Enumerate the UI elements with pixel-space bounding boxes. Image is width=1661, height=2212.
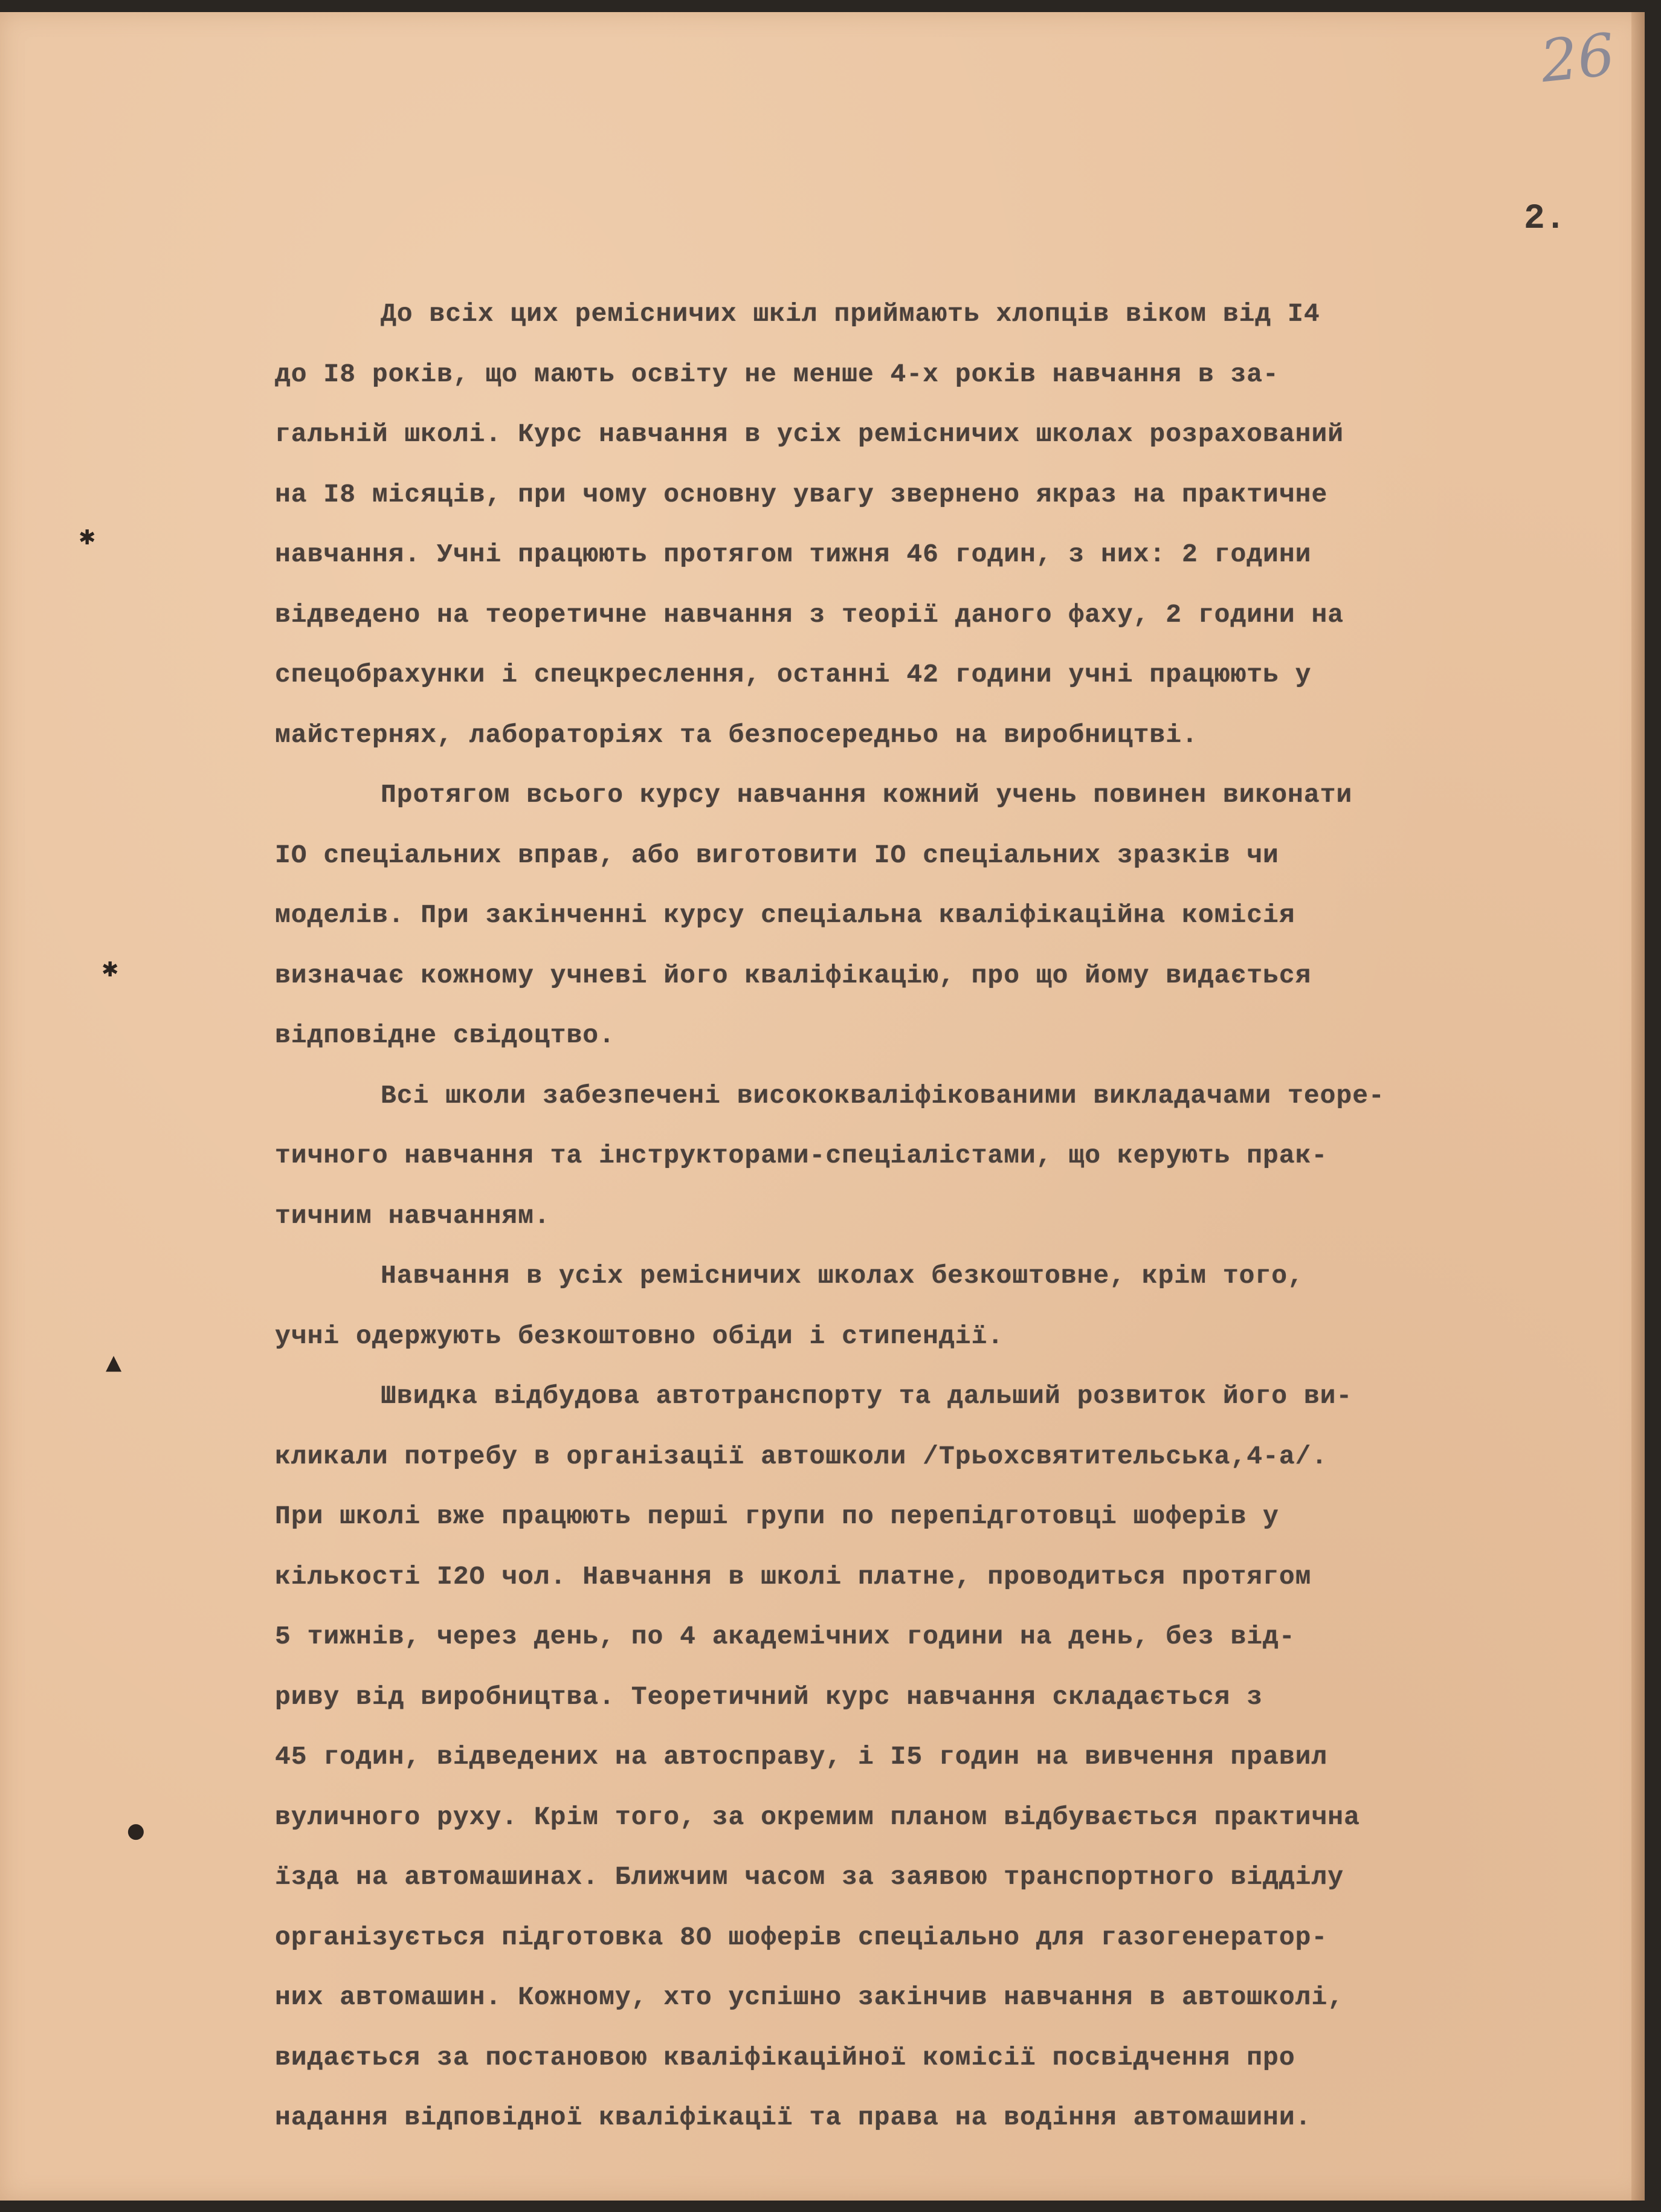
text-line: кликали потребу в організації автошколи /Трьохсвятительська,4-а/. (275, 1441, 1328, 1471)
binding-hole-mark: ▲ (106, 1350, 122, 1375)
text-line: майстернях, лабораторіях та безпосередньо на виробництві. (275, 720, 1198, 750)
text-line: Протягом всього курсу навчання кожний учень повинен виконати (381, 780, 1353, 810)
text-line: До всіх цих ремісничих шкіл приймають хлопців віком від I4 (381, 299, 1320, 329)
text-line: на I8 місяців, при чому основну увагу звернено якраз на практичне (275, 479, 1328, 509)
text-line: них автомашин. Кожному, хто успішно закінчив навчання в автошколі, (275, 1982, 1344, 2012)
text-line: відповідне свідоцтво. (275, 1021, 615, 1050)
text-line: відведено на теоретичне навчання з теорії даного фаху, 2 години на (275, 599, 1344, 630)
text-line: Всі школи забезпечені висококваліфікованими викладачами теоре- (381, 1080, 1385, 1111)
binding-hole-mark: ✱ (102, 958, 119, 982)
binding-hole-mark: ● (127, 1819, 145, 1843)
text-line: 5 тижнів, через день, по 4 академічних години на день, без від- (275, 1622, 1295, 1651)
text-line: моделів. При закінченні курсу спеціальна кваліфікаційна комісія (275, 900, 1295, 930)
text-line: тичним навчанням. (275, 1201, 550, 1231)
text-line: гальній школі. Курс навчання в усіх ремісничих школах розрахований (275, 419, 1344, 449)
text-line: видається за постановою кваліфікаційної комісії посвідчення про (275, 2042, 1295, 2072)
text-line: до I8 років, що мають освіту не менше 4-х років навчання в за- (275, 359, 1279, 389)
text-line: навчання. Учні працюють протягом тижня 46 годин, з них: 2 години (275, 540, 1312, 569)
text-line: учні одержують безкоштовно обіди і стипендії. (275, 1321, 1004, 1351)
text-line: IO спеціальних вправ, або виготовити IO спеціальних зразків чи (275, 840, 1279, 870)
text-line: Швидка відбудова автотранспорту та дальший розвиток його ви- (381, 1381, 1353, 1411)
text-line: визначає кожному учневі його кваліфікацію, про що йому видається (275, 960, 1312, 990)
text-line: Навчання в усіх ремісничих школах безкоштовне, крім того, (381, 1261, 1304, 1291)
text-line: 45 годин, відведених на автосправу, і I5 годин на вивчення правил (275, 1742, 1328, 1772)
binding-hole-mark: ✱ (79, 526, 96, 550)
text-line: вуличного руху. Крім того, за окремим планом відбувається практична (275, 1802, 1360, 1832)
text-line: При школі вже працюють перші групи по перепідготовці шоферів у (275, 1501, 1279, 1531)
text-line: спецобрахунки і спецкреслення, останні 42 години учні працюють у (275, 660, 1312, 689)
archive-page-number: 26 (1537, 20, 1618, 96)
text-line: риву від виробництва. Теоретичний курс навчання складається з (275, 1682, 1263, 1712)
text-line: організується підготовка 8O шоферів спеціально для газогенератор- (275, 1922, 1328, 1952)
page-number: 2. (1524, 199, 1566, 239)
text-line: тичного навчання та інструкторами-спеціалістами, що керують прак- (275, 1141, 1328, 1170)
text-line: їзда на автомашинах. Ближчим часом за заявою транспортного відділу (275, 1862, 1344, 1892)
text-line: кількості I2O чол. Навчання в школі платне, проводиться протягом (275, 1561, 1312, 1591)
typewritten-body (275, 284, 1634, 2148)
text-line: надання відповідної кваліфікації та права на водіння автомашини. (275, 2103, 1312, 2132)
